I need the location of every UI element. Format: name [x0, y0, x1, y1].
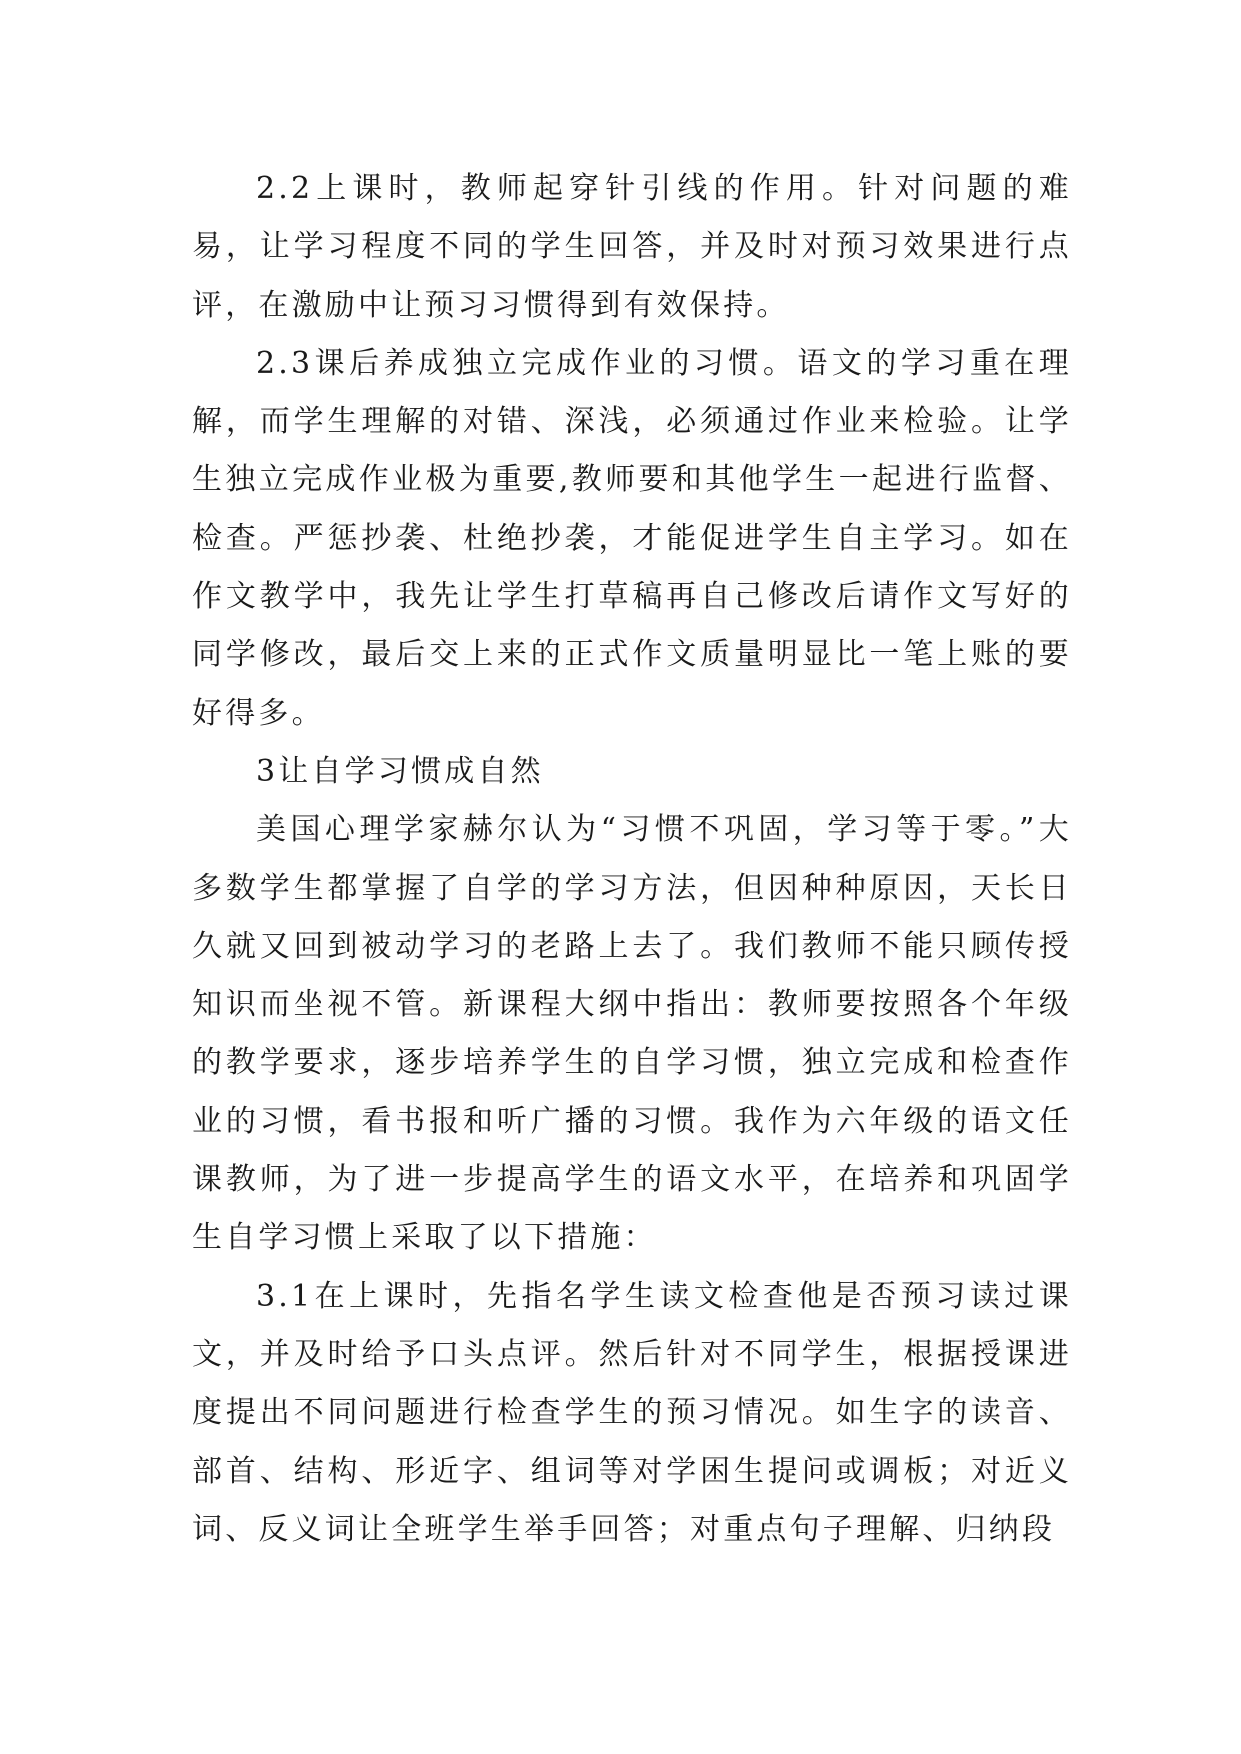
document-body — [192, 160, 1072, 1559]
paragraph-hull-quote: 美国心理学家赫尔认为“习惯不巩固，学习等于零。”大多数学生都掌握了自学的学习方法，但因种种原因，天长日久就又回到被动学习的老路上去了。我们教师不能只顾传授知识而坐视不管。新课程大纲中指出：教师要按照各个年级的教学要求，逐步培养学生的自学习惯，独立完成和检查作业的习惯，看书报和听广播的习惯。我作为六年级的语文任课教师，为了进一步提高学生的语文水平，在培养和巩固学生自学习惯上采取了以下措施： — [192, 812, 1072, 1256]
paragraph-2-2-in-class: 2.2上课时，教师起穿针引线的作用。针对问题的难易，让学习程度不同的学生回答，并及时对预习效果进行点评，在激励中让预习习惯得到有效保持。 — [192, 171, 1072, 323]
paragraph-2-3-homework: 2.3课后养成独立完成作业的习惯。语文的学习重在理解，而学生理解的对错、深浅，必须通过作业来检验。让学生独立完成作业极为重要,教师要和其他学生一起进行监督、检查。严惩抄袭、杜绝抄袭，才能促进学生自主学习。如在作文教学中，我先让学生打草稿再自己修改后请作文写好的同学修改，最后交上来的正式作文质量明显比一笔上账的要好得多。 — [192, 345, 1072, 731]
paragraph-3-1-in-class: 3.1在上课时，先指名学生读文检查他是否预习读过课文，并及时给予口头点评。然后针对不同学生，根据授课进度提出不同问题进行检查学生的预习情况。如生字的读音、部首、结构、形近字、组词等对学困生提问或调板；对近义词、反义词让全班学生举手回答；对重点句子理解、归纳段 — [192, 1278, 1072, 1547]
section-heading-3: 3让自学习惯成自然 — [256, 753, 544, 789]
